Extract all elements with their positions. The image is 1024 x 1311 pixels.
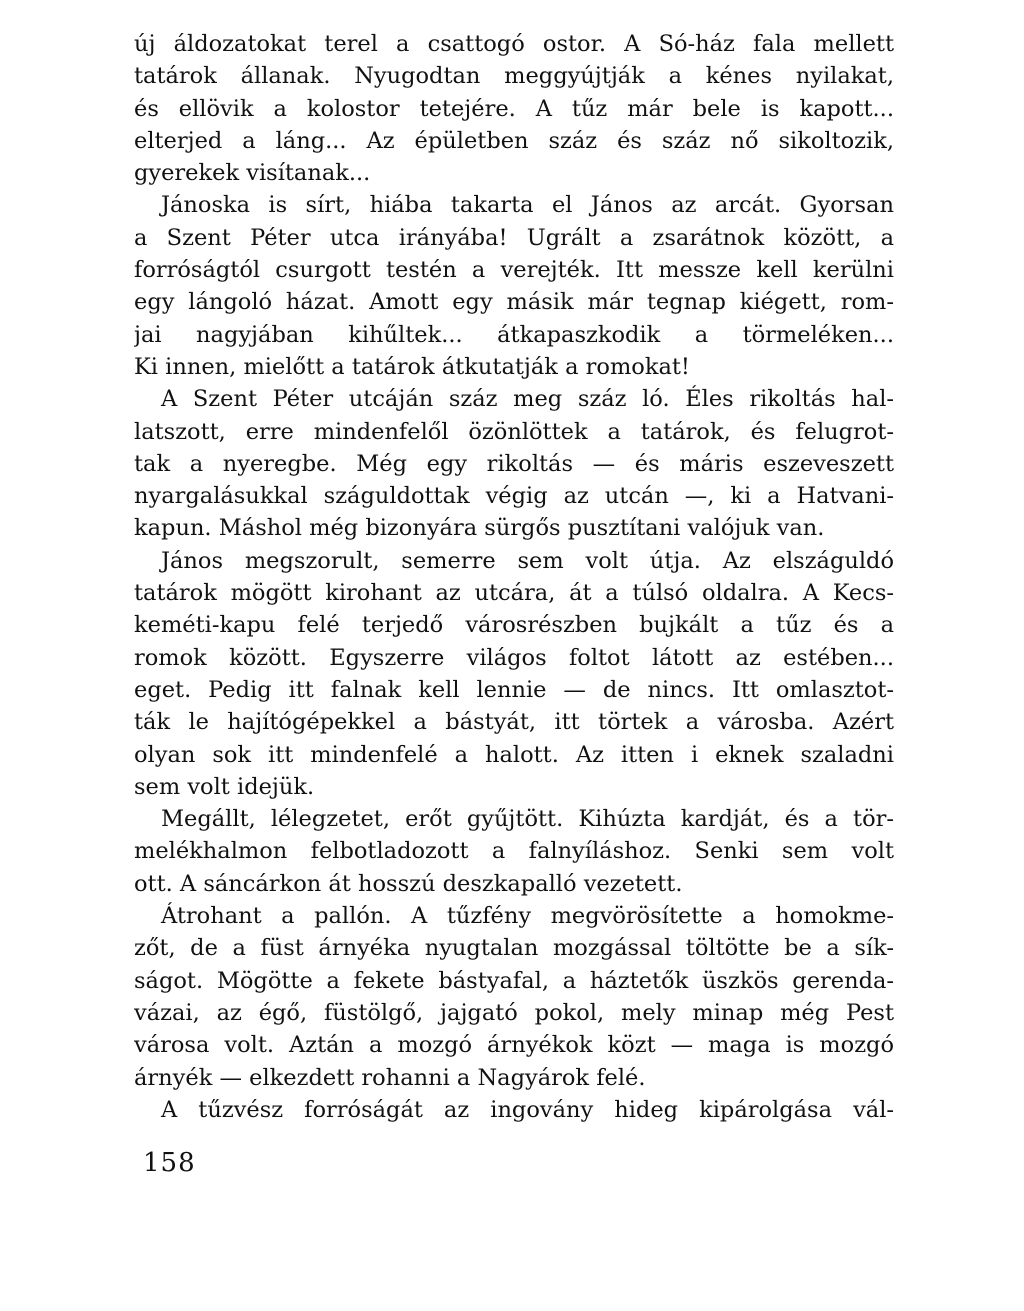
- book-page-text: [134, 28, 894, 1126]
- paragraph: [134, 1094, 894, 1126]
- text-line: nyargalásukkal száguldottak végig az utcán —, ki a Hatvani-: [134, 483, 894, 510]
- text-line: keméti-kapu felé terjedő városrészben bujkált a tűz és a: [134, 612, 894, 639]
- text-line: eget. Pedig itt falnak kell lennie — de nincs. Itt omlasztot-: [134, 676, 894, 703]
- paragraph: [134, 803, 894, 900]
- text-line: zőt, de a füst árnyéka nyugtalan mozgással töltötte be a sík-: [134, 935, 894, 962]
- text-line: ták le hajítógépekkel a bástyát, itt törtek a városba. Azért: [134, 709, 894, 736]
- text-line: János megszorult, semerre sem volt útja. Az elszáguldó: [161, 547, 894, 574]
- text-line: olyan sok itt mindenfelé a halott. Az itten i eknek szaladni: [134, 741, 894, 768]
- text-line: forróságtól csurgott testén a verejték. Itt messze kell kerülni: [134, 257, 894, 284]
- text-line: egy lángoló házat. Amott egy másik már tegnap kiégett, rom-: [134, 289, 894, 316]
- text-line: árnyék — elkezdett rohanni a Nagyárok felé.: [134, 1064, 646, 1091]
- text-line: új áldozatokat terel a csattogó ostor. A Só-ház fala mellett: [134, 31, 894, 57]
- paragraph: [134, 545, 894, 803]
- text-line: Átrohant a pallón. A tűzfény megvörösítette a homokme-: [161, 903, 894, 930]
- text-line: jai nagyjában kihűltek... átkapaszkodik a törmeléken...: [134, 321, 894, 348]
- text-line: melékhalmon felbotladozott a falnyíláshoz. Senki sem volt: [134, 838, 894, 865]
- paragraph: [134, 28, 894, 189]
- page-number: 158: [143, 1148, 196, 1178]
- text-line: tak a nyeregbe. Még egy rikoltás — és máris eszeveszett: [134, 450, 894, 477]
- paragraph: [134, 189, 894, 383]
- text-line: gyerekek visítanak...: [134, 160, 371, 187]
- text-line: kapun. Máshol még bizonyára sürgős pusztítani valójuk van.: [134, 515, 825, 542]
- text-line: ságot. Mögötte a fekete bástyafal, a háztetők üszkös gerenda-: [134, 967, 894, 994]
- text-line: elterjed a láng... Az épületben száz és száz nő sikoltozik,: [134, 127, 894, 154]
- text-line: a Szent Péter utca irányába! Ugrált a zsarátnok között, a: [134, 224, 894, 251]
- text-line: tatárok mögött kirohant az utcára, át a túlsó oldalra. A Kecs-: [134, 580, 894, 607]
- text-line: A Szent Péter utcáján száz meg száz ló. Éles rikoltás hal-: [161, 386, 894, 413]
- text-line: városa volt. Aztán a mozgó árnyékok közt — maga is mozgó: [134, 1032, 894, 1059]
- text-line: sem volt idejük.: [134, 773, 315, 800]
- text-line: romok között. Egyszerre világos foltot látott az estében...: [134, 644, 894, 671]
- paragraph: [134, 900, 894, 1094]
- text-line: A tűzvész forróságát az ingovány hideg kipárolgása vál-: [161, 1096, 894, 1123]
- text-line: Megállt, lélegzetet, erőt gyűjtött. Kihúzta kardját, és a tör-: [161, 806, 894, 833]
- text-line: Jánoska is sírt, hiába takarta el János az arcát. Gyorsan: [161, 192, 894, 219]
- text-line: Ki innen, mielőtt a tatárok átkutatják a romokat!: [134, 353, 690, 380]
- text-line: ott. A sáncárkon át hosszú deszkapalló vezetett.: [134, 870, 683, 897]
- text-line: vázai, az égő, füstölgő, jajgató pokol, mely minap még Pest: [134, 999, 894, 1026]
- paragraph: [134, 383, 894, 544]
- text-line: latszott, erre mindenfelől özönlöttek a tatárok, és felugrot-: [134, 418, 894, 445]
- text-line: és ellövik a kolostor tetejére. A tűz már bele is kapott...: [134, 95, 894, 122]
- text-line: tatárok állanak. Nyugodtan meggyújtják a kénes nyilakat,: [134, 63, 894, 90]
